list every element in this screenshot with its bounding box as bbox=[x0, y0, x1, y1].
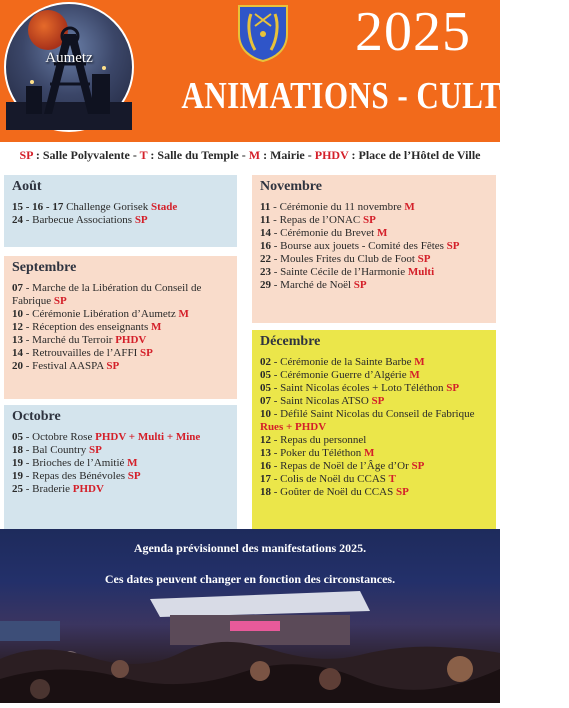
disclaimer-caption: Ces dates peuvent changer en fonction des circonstances. bbox=[104, 572, 396, 586]
event-item bbox=[12, 334, 229, 347]
event-item bbox=[260, 201, 488, 214]
event-name: - Cérémonie du 11 novembre bbox=[270, 201, 405, 213]
event-date: 12 bbox=[12, 321, 23, 333]
event-item bbox=[12, 483, 229, 496]
legend-code-m: M bbox=[248, 148, 261, 162]
event-date: 16 bbox=[260, 460, 271, 472]
month-block-novembre bbox=[252, 175, 496, 323]
event-item bbox=[260, 253, 488, 266]
event-name: - Saint Nicolas écoles + Loto Téléthon bbox=[271, 382, 447, 394]
event-location: SP bbox=[127, 470, 141, 482]
legend-label-sp: : Salle Polyvalente - bbox=[32, 148, 140, 162]
event-date: 19 bbox=[12, 457, 23, 469]
event-item bbox=[12, 282, 229, 308]
event-list bbox=[260, 356, 488, 499]
event-item bbox=[260, 369, 488, 382]
event-date: 05 bbox=[260, 382, 271, 394]
event-name: - Sainte Cécile de l’Harmonie bbox=[271, 266, 408, 278]
event-date: 18 bbox=[260, 486, 271, 498]
event-date: 22 bbox=[260, 253, 271, 265]
month-title: Octobre bbox=[12, 409, 61, 424]
event-date: 14 bbox=[260, 227, 271, 239]
event-name: - Retrouvailles de l’AFFI bbox=[23, 347, 141, 359]
event-location: SP bbox=[395, 486, 409, 498]
event-item bbox=[260, 227, 488, 240]
event-name: - Réception des enseignants bbox=[23, 321, 151, 333]
event-item bbox=[12, 201, 229, 214]
event-location: Multi bbox=[407, 266, 435, 278]
event-name: - Octobre Rose bbox=[23, 431, 96, 443]
legend-code-sp: SP bbox=[19, 148, 33, 162]
event-location: M bbox=[377, 227, 388, 239]
event-date: 14 bbox=[12, 347, 23, 359]
event-location: M bbox=[151, 321, 162, 333]
event-item bbox=[260, 434, 488, 447]
event-item bbox=[260, 266, 488, 279]
event-item bbox=[260, 214, 488, 227]
mine-tower-icon bbox=[6, 4, 132, 130]
event-date: 12 bbox=[260, 434, 271, 446]
event-location: M bbox=[409, 369, 420, 381]
event-name: - Bal Country bbox=[23, 444, 89, 456]
event-location: SP bbox=[371, 395, 385, 407]
event-name: - Repas du personnel bbox=[271, 434, 367, 446]
event-location: PHDV bbox=[115, 334, 147, 346]
event-location: PHDV + Multi + Mine bbox=[95, 431, 201, 443]
event-item bbox=[12, 308, 229, 321]
event-location: SP bbox=[89, 444, 102, 456]
event-name: - Brioches de l’Amitié bbox=[23, 457, 128, 469]
page-title: ANIMATIONS - CULTURE bbox=[181, 75, 569, 117]
event-location: M bbox=[404, 201, 415, 213]
event-location: SP bbox=[362, 214, 376, 226]
event-item bbox=[12, 360, 229, 373]
event-location: M bbox=[178, 308, 189, 320]
header-banner bbox=[0, 0, 569, 142]
event-date: 02 bbox=[260, 356, 271, 368]
event-item bbox=[12, 470, 229, 483]
event-item bbox=[260, 447, 488, 460]
month-title: Septembre bbox=[12, 260, 77, 275]
event-location: SP bbox=[446, 382, 460, 394]
aumetz-logo bbox=[4, 2, 134, 132]
event-name: - Cérémonie Guerre d’Algérie bbox=[271, 369, 410, 381]
event-location: M bbox=[363, 447, 375, 459]
event-name: - Festival AASPA bbox=[23, 360, 107, 372]
event-item bbox=[260, 356, 488, 369]
event-name: - Repas des Bénévoles bbox=[23, 470, 128, 482]
event-name: - Moules Frites du Club de Foot bbox=[271, 253, 418, 265]
event-name: - Colis de Noël du CCAS bbox=[271, 473, 389, 485]
event-list bbox=[12, 201, 229, 227]
event-item bbox=[12, 431, 229, 444]
event-item bbox=[12, 444, 229, 457]
event-date: 07 bbox=[260, 395, 271, 407]
event-name: - Cérémonie de la Sainte Barbe bbox=[271, 356, 415, 368]
event-item bbox=[12, 347, 229, 360]
event-date: 25 bbox=[12, 483, 23, 495]
event-name: - Bourse aux jouets - Comité des Fêtes bbox=[271, 240, 447, 252]
event-name: - Marché de Noël bbox=[271, 279, 354, 291]
event-name: - Poker du Téléthon bbox=[271, 447, 364, 459]
event-item bbox=[12, 457, 229, 470]
agenda-caption: Agenda prévisionnel des manifestations 2025. bbox=[133, 541, 367, 555]
event-item bbox=[260, 395, 488, 408]
legend-code-t: T bbox=[139, 148, 148, 162]
event-date: 24 bbox=[12, 214, 23, 226]
event-date: 23 bbox=[260, 266, 271, 278]
event-date: 20 bbox=[12, 360, 23, 372]
event-date: 05 bbox=[12, 431, 23, 443]
event-item bbox=[260, 382, 488, 395]
event-date: 29 bbox=[260, 279, 271, 291]
event-item bbox=[12, 321, 229, 334]
event-location: SP bbox=[134, 214, 148, 226]
event-location: SP bbox=[417, 253, 431, 265]
event-list bbox=[260, 201, 488, 292]
legend-label-phdv: : Place de l’Hôtel de Ville bbox=[348, 148, 481, 162]
event-location: PHDV bbox=[72, 483, 104, 495]
event-location: SP bbox=[53, 295, 67, 307]
event-name: - Repas de l’ONAC bbox=[270, 214, 363, 226]
event-name: - Braderie bbox=[23, 483, 73, 495]
event-location: M bbox=[127, 457, 138, 469]
event-location: Rues + PHDV bbox=[260, 421, 327, 433]
event-name: - Goûter de Noël du CCAS bbox=[271, 486, 396, 498]
coat-of-arms-icon bbox=[237, 4, 289, 62]
event-item bbox=[260, 486, 488, 499]
event-item bbox=[260, 408, 488, 434]
event-location: SP bbox=[446, 240, 460, 252]
month-title: Août bbox=[12, 179, 42, 194]
event-date: 13 bbox=[260, 447, 271, 459]
event-location: M bbox=[414, 356, 425, 368]
year-title: 2025 bbox=[355, 1, 471, 63]
legend-code-phdv: PHDV bbox=[314, 148, 349, 162]
event-date: 16 bbox=[260, 240, 271, 252]
month-block-septembre bbox=[4, 256, 237, 399]
event-date: 10 bbox=[260, 408, 271, 420]
event-location: SP bbox=[353, 279, 367, 291]
legend-label-m: : Mairie - bbox=[260, 148, 315, 162]
event-item bbox=[260, 279, 488, 292]
event-date: 05 bbox=[260, 369, 271, 381]
logo-text: Aumetz bbox=[45, 50, 93, 66]
event-name: - Cérémonie Libération d’Aumetz bbox=[23, 308, 179, 320]
month-title: Décembre bbox=[260, 334, 321, 349]
event-date: 19 bbox=[12, 470, 23, 482]
event-date: 07 bbox=[12, 282, 23, 294]
month-block-aout bbox=[4, 175, 237, 247]
event-location: SP bbox=[106, 360, 120, 372]
event-name: - Marché du Terroir bbox=[23, 334, 116, 346]
event-date: 13 bbox=[12, 334, 23, 346]
event-list bbox=[12, 431, 229, 496]
event-date: 10 bbox=[12, 308, 23, 320]
month-block-octobre bbox=[4, 405, 237, 529]
month-title: Novembre bbox=[260, 179, 322, 194]
location-legend bbox=[0, 142, 500, 168]
event-item bbox=[12, 214, 229, 227]
event-name: - Repas de Noël de l’Âge d’Or bbox=[271, 460, 412, 472]
event-list bbox=[12, 282, 229, 373]
event-name: - Cérémonie du Brevet bbox=[271, 227, 377, 239]
event-name: - Défilé Saint Nicolas du Conseil de Fabrique bbox=[271, 408, 475, 420]
legend-label-t: : Salle du Temple - bbox=[147, 148, 249, 162]
event-date: 11 bbox=[260, 214, 271, 226]
event-name: - Marche de la Libération du Conseil de Fabrique bbox=[12, 282, 202, 307]
event-location: T bbox=[388, 473, 396, 485]
event-location: SP bbox=[411, 460, 425, 472]
event-item bbox=[260, 473, 488, 486]
event-date: 11 bbox=[260, 201, 271, 213]
event-item bbox=[260, 460, 488, 473]
event-location: Stade bbox=[151, 201, 178, 213]
event-name: Challenge Gorisek bbox=[63, 201, 152, 213]
event-name: - Barbecue Associations bbox=[23, 214, 135, 226]
event-name: - Saint Nicolas ATSO bbox=[271, 395, 372, 407]
month-block-decembre bbox=[252, 330, 496, 529]
event-date: 17 bbox=[260, 473, 271, 485]
event-location: SP bbox=[140, 347, 153, 359]
event-date: 15 - 16 - 17 bbox=[12, 201, 64, 213]
event-item bbox=[260, 240, 488, 253]
event-date: 18 bbox=[12, 444, 23, 456]
